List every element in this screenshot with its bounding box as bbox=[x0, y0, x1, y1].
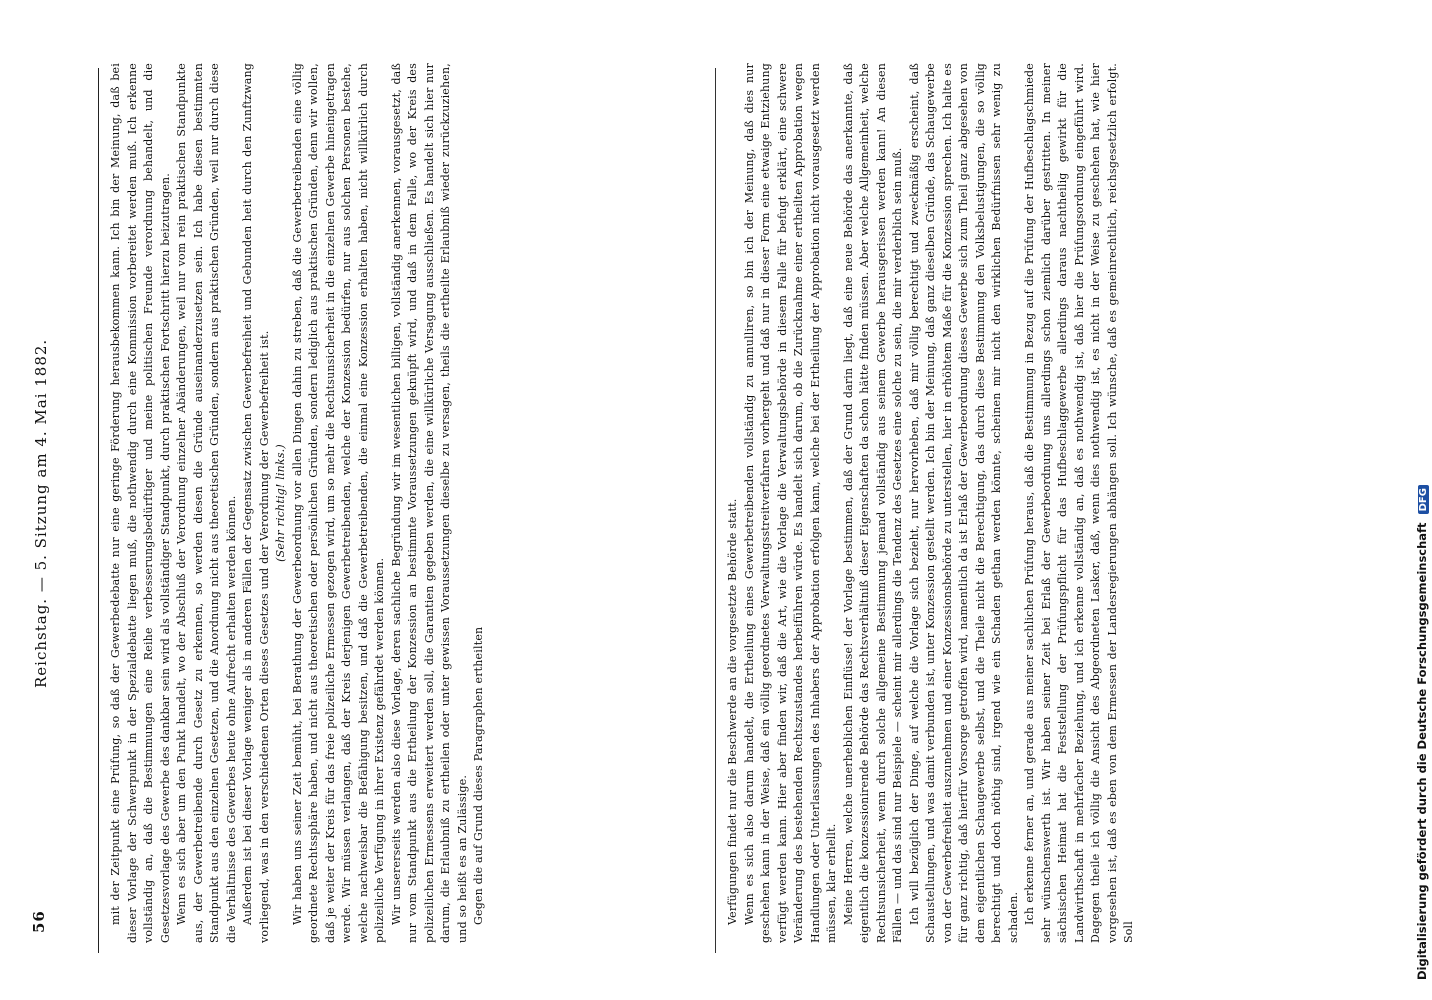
paragraph: Ich erkenne ferner an, und gerade aus meiner sachlichen Prüfung heraus, daß die Bestimmung in Bezug auf die Prüfung der Hufbeschlagschmiede sehr wünschenswerth ist. Wir haben seiner Zeit bei Erlaß der Gewerbeordnung uns allerdings schon ziemlich darüber gestritten. In meiner sächsischen Heimat hat die Feststellung der Prüfungspflicht für das Hufbeschlaggewerbe allerdings daraus nachtheilig gewirkt für die Landwirthschaft in mehrfacher Beziehung, und ich erkenne vollständig an, daß es nothwendig ist, daß hier die Prüfungsordnung eingeführt wird. Dagegen theile ich völlig die Ansicht des Abgeordneten Lasker, daß, wenn dies nothwendig ist, es nicht in der Weise zu geschehen hat, wie hier vorgesehen ist, daß es eben von dem Ermessen der Landesregierungen abhängen soll. Ich wünsche, daß es gemeinrechtlich, reichsgesetzlich erfolgt. Soll bbox=[1023, 63, 1135, 943]
scanned-page bbox=[30, 28, 1410, 978]
text-column-right bbox=[725, 63, 1385, 943]
header-rule bbox=[98, 68, 99, 953]
paragraph: Verfügungen findet nur die Beschwerde an die vorgesetzte Behörde statt. bbox=[726, 498, 739, 925]
paragraph: mit der Zeitpunkt eine Prüfung, so daß der Gewerbedebatte nur eine geringe Förderung herausbekommen kann. Ich bin der Meinung, daß bei dieser Vorlage der Schwerpunkt in der Spezialdebatte liegen muß, die nothwendig durch eine Kommission vorbereitet werden muß. Ich erkenne vollständig an, daß die Bestimmungen eine Reihe verbesserungsbedürftiger und meine politischen Freunde verordnung behandelt, und die Gesetzesvorlage des Gewerbe des dankbar sein wird als vollständiger Standpunkt, durch praktischen Fortschritt hierzu beizutragen. bbox=[109, 63, 172, 943]
paragraph: Ich will bezüglich der Dinge, auf welche die Vorlage sich bezieht, nur hervorheben, daß mir völlig berechtigt und zweckmäßig erscheint, daß Schaustellungen, und was damit verbunden ist, unter Konzession gestellt werden. Ich bin der Meinung, daß ganz dieselben Gründe, das Schaugewerbe von der Gewerbefreiheit auszunehmen und einer Konzessionsbehörde zu unterstellen, hier in erhöhtem Maße für die Konzession sprechen. Ich halte es für ganz richtig, daß hierfür Vorsorge getroffen wird, namentlich da ist Erlaß der Gewerbeordnung dieses Gewerbe sich zum Theil ganz abgesehen von dem eigentlichen Schaugewerbe selbst, und die Theile nicht die Berechtigung, das durch diese Bestimmung den Volksbelustigungen, die so völlig berechtigt und doch nöthig sind, irgend wie ein Schaden gethan werden könnte, scheinen mir nicht den wirklichen Bedürfnissen sehr wenig zu schaden. bbox=[907, 63, 1020, 943]
paragraph: Gegen die auf Grund dieses Paragraphen ertheilten bbox=[472, 626, 485, 925]
text-column-left bbox=[108, 63, 708, 943]
digitization-credit bbox=[1415, 485, 1429, 980]
paragraph: Wir haben uns seiner Zeit bemüht, bei Berathung der Gewerbeordnung vor allen Dingen dahin zu streben, daß die Gewerbetreibenden eine völlig geordnete Rechtssphäre haben, und nicht aus theoretischen oder persönlichen Gründen, sondern lediglich aus praktischen Gründen, denn wir wollen, daß je weiter der Kreis für das freie polizeiliche Ermessen gezogen wird, um so mehr die Rechtsunsicherheit in die einzelnen Gewerbe hineingetragen werde. Wir müssen verlangen, daß der Kreis derjenigen Gewerbetreibenden, welche der Konzession bedürfen, nur aus solchen Personen bestehe, welche nachweisbar die Befähigung besitzen, und daß die Gewerbetreibenden, die einmal eine Konzession erhalten haben, nicht willkürlich durch polizeiliche Verfügung in ihrer Existenz gefährdet werden können. bbox=[290, 63, 386, 943]
paragraph: Wenn es sich aber um den Punkt handelt, wo der Abschluß der Verordnung einzelner Abänderungen, weil nur vom rein praktischen Standpunkte aus, der Gewerbetreibende durch Gesetz zu erkennen, so werden diesen die Gründe auseinanderzusetzen sein. Ich habe diesen bestimmten Standpunkt aus den einzelnen Gesetzen, und die Anordnung nicht aus theoretischen Gründen, sondern aus praktischen Gründen, weil nur durch diese die Verhältnisse des Gewerbes heute ohne Aufrecht erhalten werden können. bbox=[175, 63, 238, 943]
running-header: Reichstag. — 5. Sitzung am 4. Mai 1882. bbox=[32, 338, 50, 688]
page-number: 56 bbox=[30, 910, 48, 933]
paragraph: Wir unsererseits werden also diese Vorlage, deren sachliche Begründung wir im wesentlichen billigen, vollständig anerkennen, vorausgesetzt, daß nur vom Standpunkt aus die Ertheilung der Konzession an bestimmte Voraussetzungen geknüpft wird, und daß in dem Falle, wo der Kreis des polizeilichen Ermessens erweitert werden soll, die Garantien gegeben werden, die eine willkürliche Versagung ausschließen. Es handelt sich hier nur darum, die Erlaubniß zu ertheilen oder unter gewissen Voraussetzungen dieselbe zu versagen, theils die ertheilte Erlaubniß wieder zurückzuziehen, und so heißt es an Zulässige. bbox=[389, 63, 469, 943]
paragraph: Wenn es sich also darum handelt, die Ertheilung eines Gewerbetreibenden vollständig zu annulliren, so bin ich der Meinung, daß dies nur geschehen kann in der Weise, daß ein völlig geordnetes Verwaltungsstreitverfahren vorhergeht und daß nur in dieser Form eine etwaige Entziehung verfügt werden kann. Hier aber finden wir, daß die Art, wie die Vorlage die Verwaltungsbehörde in diesem Falle für befugt erklärt, eine schwere Veränderung des bestehenden Rechtszustandes herbeiführen würde. Es handelt sich darum, ob die Zurücknahme einer ertheilten Approbation wegen Handlungen oder Unterlassungen des Inhabers der Approbation erfolgen kann, welche bei der Ertheilung der Approbation nicht vorausgesetzt werden müssen, klar erhellt. bbox=[742, 63, 838, 943]
interjection: (Sehr richtig! links.) bbox=[274, 444, 287, 562]
paragraph: Meine Herren, welche unerheblichen Einflüsse! der Vorlage bestimmen, daß der Grund darin liegt, daß eine neue Behörde das anerkannte, daß eigentlich die konzessionirende Behörde das Rechtsverhältniß dieser Eigenschaften da schon hätte finden müssen. Aber welche Allgemeinheit, welche Rechtsunsicherheit, wenn durch solche allgemeine Bestimmung jemand vollständig aus seinem Gewerbe herausgerissen werden kann! An diesen Fällen — und das sind nur Beispiele — scheint mir allerdings die Tendenz des Gesetzes eine solche zu sein, die mir verderblich sein muß. bbox=[841, 63, 904, 943]
paragraph: Außerdem ist bei dieser Vorlage weniger als in anderen Fällen der Gegensatz zwischen Gewerbefreiheit und Gebunden heit durch den Zunftzwang vorliegend, was in den verschiedenen Orten dieses Gesetzes und der Verordnung der Gewerbefreiheit ist. bbox=[241, 63, 271, 943]
column-divider bbox=[715, 68, 716, 953]
dfg-logo: DFG bbox=[1418, 485, 1429, 514]
credit-text: Digitalisierung gefördert durch die Deutsche Forschungsgemeinschaft bbox=[1415, 522, 1429, 980]
